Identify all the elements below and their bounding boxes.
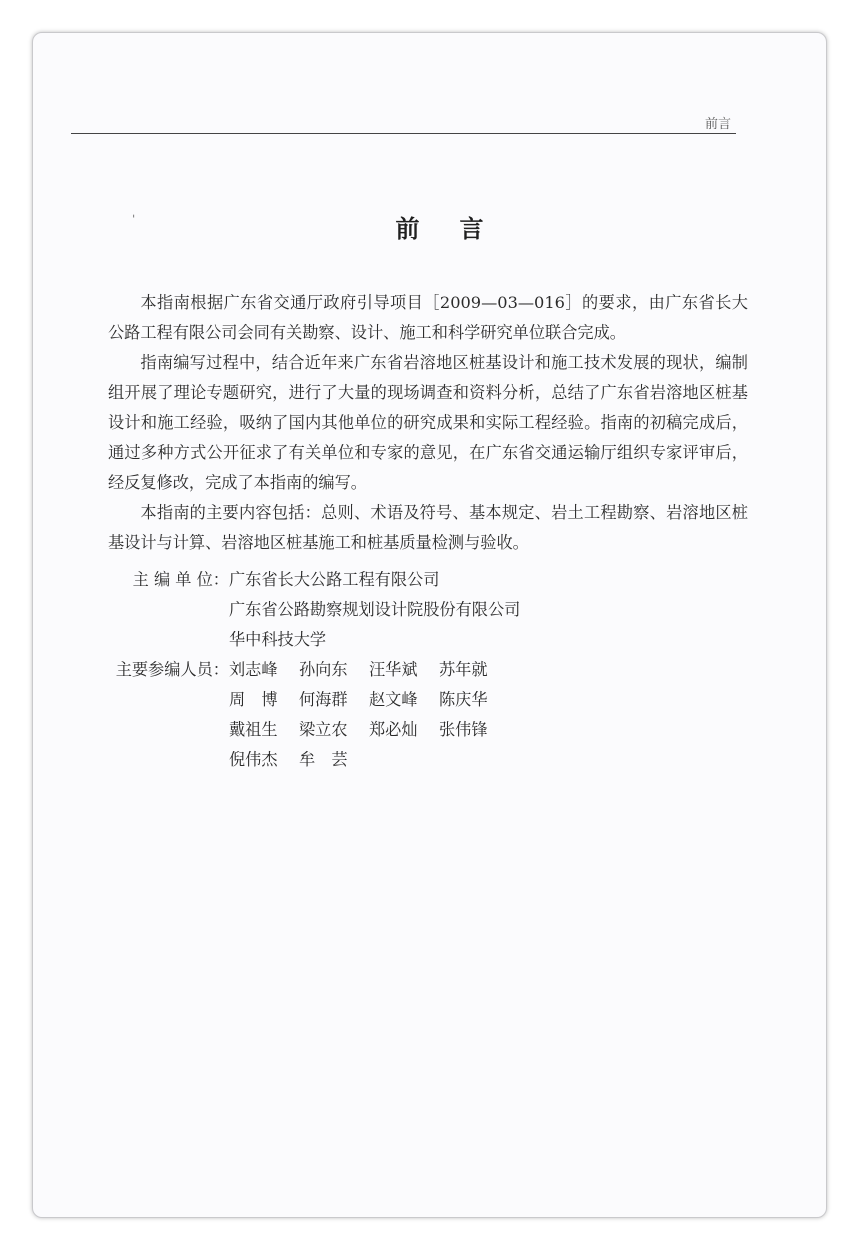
names-row xyxy=(229,685,748,715)
names-row xyxy=(229,745,748,775)
contributor-name: 孙向东 xyxy=(299,660,348,679)
contributor-name: 苏年就 xyxy=(439,660,488,679)
contributor-name: 赵文峰 xyxy=(369,690,418,709)
contributors-label: 主要参编人员： xyxy=(115,660,229,679)
editor-unit: 华中科技大学 xyxy=(229,630,327,649)
editor-unit: 广东省长大公路工程有限公司 xyxy=(229,570,440,589)
running-head: 前言 xyxy=(704,117,731,132)
contributor-name: 张伟锋 xyxy=(439,720,488,739)
contributor-name: 戴祖生 xyxy=(229,720,278,739)
contributor-name: 牟 芸 xyxy=(299,750,348,769)
names-row xyxy=(229,655,748,685)
contributor-name: 陈庆华 xyxy=(439,690,488,709)
paragraph: 指南编写过程中，结合近年来广东省岩溶地区桩基设计和施工技术发展的现状，编制组开展了理论专题研究，进行了大量的现场调查和资料分析，总结了广东省岩溶地区桩基设计和施工经验，吸纳了国内其他单位的研究成果和实际工程经验。指南的初稿完成后，通过多种方式公开征求了有关单位和专家的意见，在广东省交通运输厅组织专家评审后，经反复修改，完成了本指南的编写。 xyxy=(108,353,748,492)
document-page xyxy=(32,32,827,1218)
editor-units-label: 主 编 单 位： xyxy=(132,570,229,589)
contributor-name: 郑必灿 xyxy=(369,720,418,739)
contributors xyxy=(108,655,748,775)
paragraph: 本指南根据广东省交通厅政府引导项目［2009—03—016］的要求，由广东省长大公路工程有限公司会同有关勘察、设计、施工和科学研究单位联合完成。 xyxy=(108,293,748,342)
page-title: 前言 xyxy=(395,214,524,243)
contributor-name: 刘志峰 xyxy=(229,660,278,679)
contributor-name: 何海群 xyxy=(299,690,348,709)
paragraph: 本指南的主要内容包括：总则、术语及符号、基本规定、岩土工程勘察、岩溶地区桩基设计与计算、岩溶地区桩基施工和桩基质量检测与验收。 xyxy=(108,503,748,552)
editor-unit: 广东省公路勘察规划设计院股份有限公司 xyxy=(229,600,521,619)
names-row xyxy=(229,715,748,745)
preface-body xyxy=(108,288,748,558)
contributor-name: 汪华斌 xyxy=(369,660,418,679)
editor-units xyxy=(108,565,748,655)
contributor-name: 倪伟杰 xyxy=(229,750,278,769)
credits xyxy=(108,565,748,775)
header-rule xyxy=(71,133,736,134)
contributor-name: 梁立农 xyxy=(299,720,348,739)
contributor-name: 周 博 xyxy=(229,690,278,709)
scan-mark: ˈ xyxy=(132,213,136,227)
